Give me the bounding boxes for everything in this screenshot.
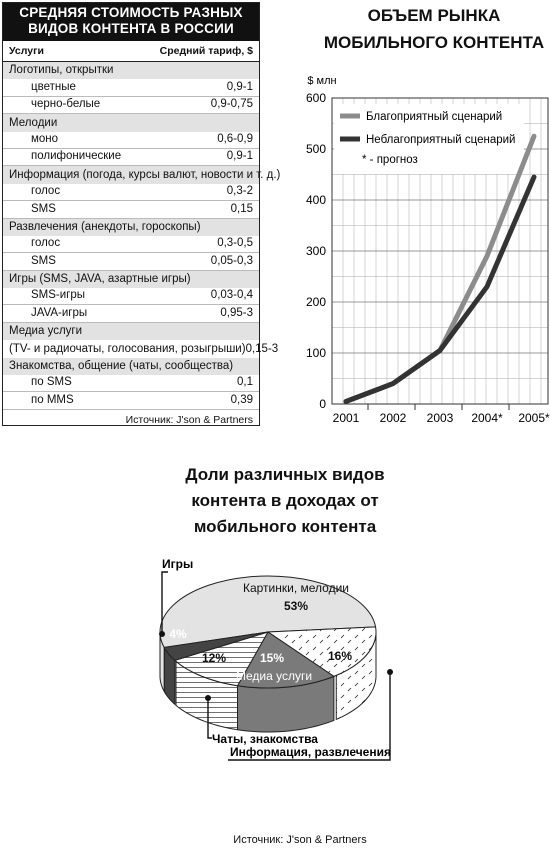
table-row <box>3 219 259 236</box>
callout-label-chats: Чаты, знакомства <box>212 732 318 746</box>
callout-label-info: Информация, развлечения <box>230 745 391 759</box>
row-label: SMS <box>31 254 56 267</box>
row-label: полифонические <box>31 150 122 163</box>
row-label: (TV- и радиочаты, голосования, розыгрыши) <box>9 342 246 355</box>
row-value: 0,9-1 <box>226 80 253 93</box>
legend-label: Неблагоприятный сценарий <box>366 134 516 146</box>
table-row <box>3 288 259 305</box>
row-label: Медиа услуги <box>9 325 83 338</box>
y-tick-label: 400 <box>305 193 326 207</box>
row-value: 0,1 <box>237 376 253 389</box>
y-tick-label: 100 <box>305 346 326 360</box>
table-row <box>3 340 279 357</box>
row-value: 0,15-3 <box>245 342 279 355</box>
table-row <box>3 271 259 288</box>
row-label: цветные <box>31 80 76 93</box>
line-chart-title <box>318 2 550 56</box>
table-row <box>3 149 259 166</box>
row-value: 0,9-0,75 <box>210 98 253 111</box>
y-tick-label: 0 <box>319 397 326 411</box>
pie-title-line-3: мобильного контента <box>193 517 377 536</box>
table-row <box>3 132 259 149</box>
table-row <box>3 201 259 218</box>
table-row <box>3 375 259 392</box>
table-row <box>3 253 259 270</box>
table-row <box>3 79 259 96</box>
row-value: 0,15 <box>230 202 253 215</box>
series-line-1 <box>346 136 534 401</box>
row-value: 0,3-2 <box>226 185 253 198</box>
slice-label-media: Медиа услуги <box>235 669 313 683</box>
table-row <box>3 97 259 114</box>
row-label: Игры (SMS, JAVA, азартные игры) <box>9 273 191 286</box>
callout-dot-info <box>387 669 393 675</box>
table-row <box>3 323 259 340</box>
table-row <box>3 62 259 79</box>
row-label: Логотипы, открытки <box>9 64 114 77</box>
row-label: черно-белые <box>31 98 101 111</box>
row-label: Информация (погода, курсы валют, новости и т. д.) <box>9 168 281 181</box>
tariff-title-line-2: ВИДОВ КОНТЕНТА В РОССИИ <box>28 21 234 36</box>
tariff-title-line-1: СРЕДНЯЯ СТОИМОСТЬ РАЗНЫХ <box>19 5 243 20</box>
table-row <box>3 392 259 409</box>
slice-value-media: 15% <box>259 651 285 665</box>
line-title-line-1: ОБЪЕМ РЫНКА <box>367 6 501 25</box>
tariff-source: Источник: J'son & Partners <box>125 413 253 426</box>
row-value: 0,3-0,5 <box>217 237 253 250</box>
row-label: по SMS <box>31 376 72 389</box>
callout-label-games: Игры <box>162 557 194 571</box>
pie-chart <box>150 550 420 780</box>
header-tariff: Средний тариф, $ <box>159 45 253 57</box>
slice-value-games: 4% <box>169 627 187 641</box>
table-row <box>3 236 259 253</box>
row-label: моно <box>31 132 59 145</box>
tariff-table-header <box>3 41 259 62</box>
y-axis-label: $ млн <box>307 75 337 87</box>
line-title-line-2: МОБИЛЬНОГО КОНТЕНТА <box>323 33 545 52</box>
row-value: 0,39 <box>230 393 253 406</box>
table-row <box>3 358 259 375</box>
pie-source: Источник: J'son & Partners <box>233 834 367 846</box>
chart-footnote: * - прогноз <box>362 154 418 166</box>
x-tick-label: 2002 <box>379 411 407 425</box>
table-row <box>3 166 281 183</box>
row-label: SMS-игры <box>31 289 86 302</box>
tariff-table-title <box>3 3 259 41</box>
row-label: по MMS <box>31 393 74 406</box>
header-service: Услуги <box>9 45 44 57</box>
row-label: JAVA-игры <box>31 306 88 319</box>
y-tick-label: 200 <box>305 295 326 309</box>
x-tick-label: 2001 <box>332 411 360 425</box>
legend-label: Благоприятный сценарий <box>366 111 503 123</box>
x-tick-label: 2004* <box>471 411 503 425</box>
slice-value-pictures: 53% <box>283 599 309 613</box>
table-row <box>3 305 259 322</box>
callout-dot-games <box>159 631 165 637</box>
row-label: Знакомства, общение (чаты, сообщества) <box>9 360 234 373</box>
y-tick-label: 300 <box>305 244 326 258</box>
slice-value-chats: 12% <box>201 651 227 665</box>
pie-title-line-1: Доли различных видов <box>185 465 385 484</box>
callout-dot-chats <box>205 695 211 701</box>
slice-label-pictures: Картинки, мелодии <box>242 581 350 595</box>
x-tick-label: 2005* <box>518 411 550 425</box>
table-row <box>3 114 259 131</box>
row-label: Мелодии <box>9 116 58 129</box>
row-label: голос <box>31 237 61 250</box>
y-tick-label: 500 <box>305 142 326 156</box>
row-value: 0,05-0,3 <box>210 254 253 267</box>
table-row <box>3 184 259 201</box>
line-chart <box>290 72 551 428</box>
row-label: голос <box>31 185 61 198</box>
row-value: 0,95-3 <box>220 306 253 319</box>
row-label: SMS <box>31 202 56 215</box>
row-label: Развлечения (анекдоты, гороскопы) <box>9 220 201 233</box>
row-value: 0,9-1 <box>226 150 253 163</box>
y-tick-label: 600 <box>305 91 326 105</box>
pie-title-line-2: контента в доходах от <box>191 491 379 510</box>
row-value: 0,6-0,9 <box>217 132 253 145</box>
row-value: 0,03-0,4 <box>210 289 253 302</box>
x-tick-label: 2003 <box>426 411 454 425</box>
tariff-table-body <box>3 62 281 410</box>
slice-value-info: 16% <box>327 649 353 663</box>
tariff-table-panel <box>2 2 281 426</box>
pie-chart-title <box>140 462 430 540</box>
